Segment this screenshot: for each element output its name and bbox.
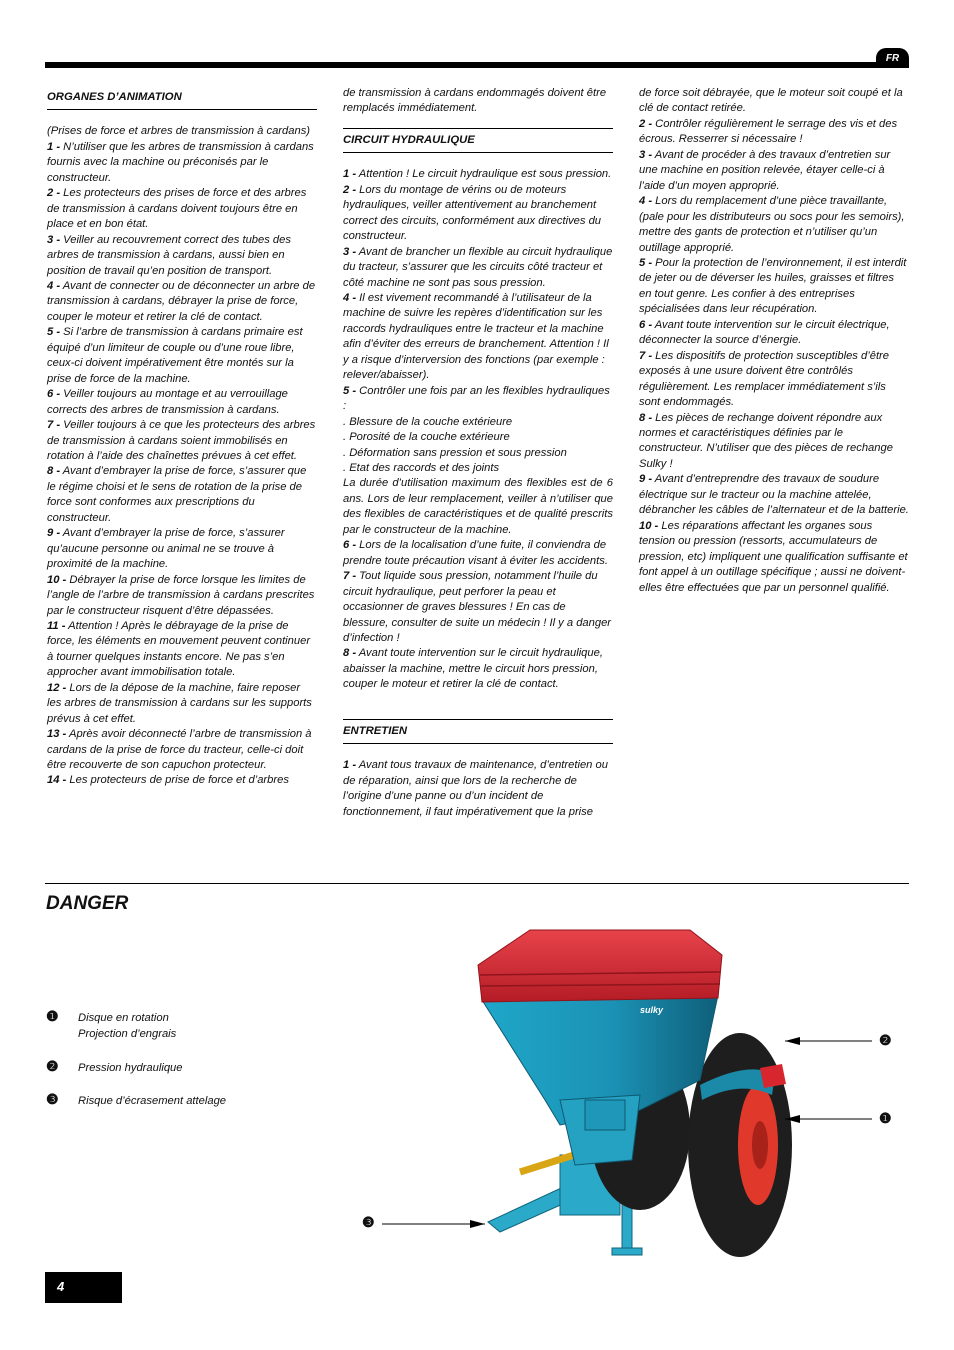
language-label: FR [885, 53, 900, 64]
rear-light [760, 1064, 786, 1088]
item-number: 4 - [47, 279, 61, 292]
item-text: Attention ! Le circuit hydraulique est sous pression. [358, 168, 612, 181]
col2-lead: de transmission à cardans endommagés doivent être remplacés immédiatement. [343, 87, 607, 115]
item-number: 8 - [639, 411, 653, 424]
item-number: 3 - [47, 233, 61, 246]
item-number: 7 - [47, 419, 61, 432]
item-number: 6 - [639, 318, 653, 331]
item-text: Après avoir déconnecté l’arbre de transmission à cardans de la prise de force du tracteur, celle-ci doit être recouverte de son capuchon protecteur. [47, 728, 312, 772]
item-text: Avant toute intervention sur le circuit électrique, déconnecter la source d’énergie. [639, 318, 890, 347]
item-text: Si l’arbre de transmission à cardans primaire est équipé d’un limiteur de couple ou d’une roue libre, ceux-ci doivent impérativement être montés sur la prise de force de la machine. [47, 326, 303, 385]
danger-title: DANGER [46, 893, 129, 914]
item-text: Lors de la localisation d’une fuite, il conviendra de prendre toute précaution visant à éviter les accidents. [343, 539, 608, 567]
item-text: Lors de la dépose de la machine, faire reposer les arbres de transmission à cardans sur les supports prévus à cet effet. [47, 681, 312, 725]
item-text: Avant tous travaux de maintenance, d’entretien ou de réparation, ainsi que lors de la recherche de l’origine d’une panne ou d’un incident de fonctionnement, il faut impérativement que la prise [343, 759, 608, 818]
control-box [585, 1100, 625, 1130]
arrowhead-2 [785, 1037, 800, 1045]
item-number: 13 - [47, 728, 67, 741]
item-number: 6 - [343, 539, 357, 552]
page-number: 4 [57, 1279, 65, 1294]
legend-line: Projection d’engrais [78, 1027, 177, 1040]
item-number: 8 - [47, 465, 61, 478]
item-number: 6 - [47, 388, 61, 401]
item-text: Avant toute intervention sur le circuit hydraulique, abaisser la machine, mettre le circuit hors pression, couper le moteur et retirer la clé de contact. [343, 647, 603, 691]
callout-3: ❸ [362, 1214, 375, 1230]
item-text: Lors du remplacement d’une pièce travaillante, (pale pour les distributeurs ou socs pour les semoirs), mettre des gants de protection et n’utiliser qu’un outillage approprié. [639, 195, 905, 254]
item-text: Avant d’embrayer la prise de force, s’assurer que le régime choisi et le sens de rotation de la prise de force sont conformes aux prescriptions du constructeur. [47, 465, 307, 524]
item-number: 7 - [639, 349, 653, 362]
arrowhead-3 [470, 1220, 485, 1228]
item-text: N’utiliser que les arbres de transmission à cardans fournis avec la machine ou préconisés par le constructeur. [47, 140, 314, 184]
item-number: 5 - [343, 384, 357, 397]
organes-intro: (Prises de force et arbres de transmission à cardans) [47, 125, 311, 138]
legend-number-2: ❷ [46, 1058, 59, 1074]
item-text: Les pièces de rechange doivent répondre aux normes et caractéristiques définies par le constructeur. N’utiliser que des pièces de rechange Sulky ! [639, 411, 893, 470]
hopper-cover [478, 930, 722, 1002]
item-text: Avant d’entreprendre des travaux de soudure électrique sur le tracteur ou la machine attelée, débrancher les câbles de l’alternateur et de la batterie. [639, 473, 909, 517]
brand-logo: sulky [640, 1005, 664, 1015]
item-text: Veiller toujours à ce que les protecteurs des arbres de transmission à cardans soient immobilisés en rotation à l’aide des chaînettes prévues à cet effet. [47, 419, 316, 462]
jack-foot [612, 1248, 642, 1255]
legend-number-1: ❶ [46, 1008, 59, 1024]
item-number: 2 - [47, 187, 61, 200]
section-title-hydraulique: CIRCUIT HYDRAULIQUE [343, 128, 613, 153]
item-number: 4 - [343, 291, 357, 304]
item-text: Lors du montage de vérins ou de moteurs hydrauliques, veiller attentivement au branchement correct des circuits, conformément aux directives du constructeur. [343, 183, 602, 243]
item-text: Les dispositifs de protection susceptibles d’être exposés à une usure doivent être contrôlés régulièrement. Les remplacer immédiatement s’ils sont endommagés. [639, 349, 889, 409]
bullet-item: . Déformation sans pression et sous pression [343, 446, 567, 459]
col3-lead: de force soit débrayée, que le moteur soit coupé et la clé de contact retirée. [639, 87, 903, 115]
callout-2: ❷ [879, 1032, 892, 1048]
item-text: Avant d’embrayer la prise de force, s’assurer qu’aucune personne ou animal ne se trouve à proximité de la machine. [47, 527, 285, 571]
callout-1: ❶ [879, 1110, 892, 1126]
item-text: Contrôler régulièrement le serrage des vis et des écrous. Resserrer si nécessaire ! [639, 117, 898, 146]
item-text: Contrôler une fois par an les flexibles hydrauliques : [343, 384, 610, 413]
bullet-item: . Etat des raccords et des joints [343, 461, 500, 474]
item-number: 5 - [47, 326, 61, 339]
item-number: 14 - [47, 774, 67, 787]
page-number-box [45, 1272, 122, 1303]
item-text: Pour la protection de l’environnement, il est interdit de jeter ou de déverser les huiles, graisses et filtres en tout genre. Les confier à des entreprises spécialisées dans leur récupération. [639, 256, 907, 316]
item-number: 11 - [47, 619, 66, 632]
wheel-hub [752, 1121, 768, 1169]
item-number: 1 - [47, 140, 61, 153]
item-text: Avant de procéder à des travaux d’entretien sur une machine en position relevée, étayer celle-ci à l’aide d’un moyen approprié. [639, 148, 891, 192]
legend-line: Risque d’écrasement attelage [78, 1095, 227, 1107]
item-text: Tout liquide sous pression, notamment l’huile du circuit hydraulique, peut perforer la peau et occasionner de graves blessures ! En cas de blessure, consulter de suite un médecin ! Il y a danger d’infection ! [343, 570, 612, 644]
item-number: 3 - [343, 245, 357, 258]
section-title-organes: ORGANES D’ANIMATION [47, 86, 317, 110]
item-number: 10 - [47, 573, 67, 586]
section-title-entretien: ENTRETIEN [343, 719, 613, 744]
hydraulique-note: La durée d’utilisation maximum des flexibles est de 6 ans. Lors de leur remplacement, veiller à n’utiliser que des flexibles de caractéristiques et de qualité prescrits par le constructeur de la machine. [343, 477, 613, 536]
legend-number-3: ❸ [46, 1091, 59, 1107]
item-text: Veiller toujours au montage et au verrouillage corrects des arbres de transmission à cardans. [47, 388, 288, 416]
item-number: 5 - [639, 256, 653, 269]
item-text: Avant de connecter ou de déconnecter un arbre de transmission à cardans, débrayer la prise de force, couper le moteur et retirer la clé de contact. [47, 279, 316, 323]
item-number: 2 - [343, 183, 357, 196]
item-text: Avant de brancher un flexible au circuit hydraulique du tracteur, s’assurer que les circuits côté tracteur et côté machine ne sont pas sous pression. [343, 245, 613, 289]
item-number: 2 - [639, 117, 653, 130]
bullet-item: . Porosité de la couche extérieure [343, 431, 510, 444]
item-number: 4 - [639, 195, 653, 208]
item-text: Les protecteurs des prises de force et des arbres de transmission à cardans doivent toujours être en place et en bon état. [47, 187, 307, 231]
item-text: Veiller au recouvrement correct des tubes des arbres de transmission à cardans, aussi bien en position de travail qu’en position de transport. [47, 233, 291, 277]
item-number: 9 - [639, 473, 653, 486]
item-number: 1 - [343, 759, 357, 772]
item-text: Les protecteurs de prise de force et d’arbres [69, 774, 289, 787]
item-number: 10 - [639, 519, 659, 532]
item-number: 8 - [343, 647, 357, 660]
item-number: 9 - [47, 527, 61, 540]
legend-line: Pression hydraulique [78, 1062, 183, 1074]
legend-line: Disque en rotation [78, 1012, 169, 1024]
item-text: Débrayer la prise de force lorsque les limites de l’angle de l’arbre de transmission à cardans prescrites par le constructeur risquent d’être dépassées. [47, 573, 315, 617]
item-number: 1 - [343, 168, 357, 181]
bullet-item: . Blessure de la couche extérieure [343, 415, 513, 428]
item-text: Attention ! Après le débrayage de la prise de force, les éléments en mouvement peuvent continuer à tourner quelques instants encore. Ne pas s’en approcher avant immobilisation totale. [47, 619, 311, 679]
item-number: 3 - [639, 148, 653, 161]
item-text: Les réparations affectant les organes sous tension ou pression (ressorts, accumulateurs de pression, etc) impliquent une qualification suffisante et font appel à un outillage spécifique ; aussi ne doivent-elles être effectuées que par un personnel qualifié. [639, 519, 908, 594]
item-number: 7 - [343, 570, 357, 583]
item-text: Il est vivement recommandé à l’utilisateur de la machine de suivre les repères d’identification sur les raccords hydrauliques entre le tracteur et la machine afin d’éviter des erreurs de branchement. Attention ! Il y a risque d’interversion des fonctions (par exemple : relever/abaisser). [343, 291, 609, 382]
item-number: 12 - [47, 681, 67, 694]
